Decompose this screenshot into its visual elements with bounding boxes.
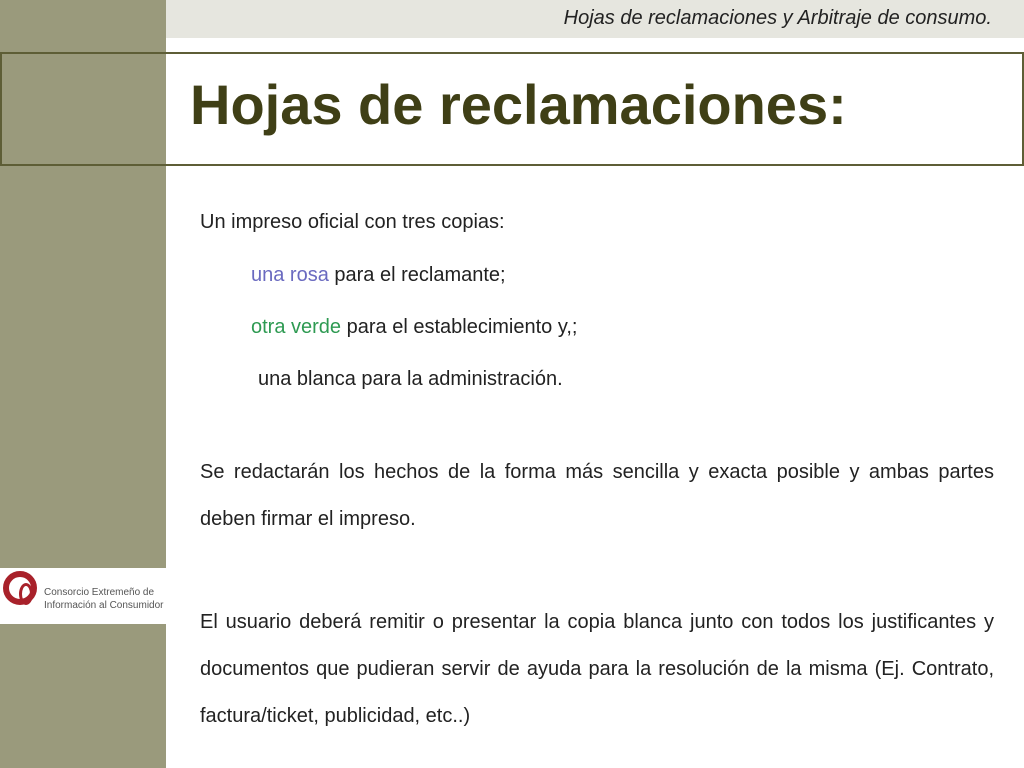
logo-line-2: Información al Consumidor <box>44 600 164 611</box>
copy-rosa-line <box>251 263 506 287</box>
consortium-logo <box>0 568 166 624</box>
logo-text <box>44 586 164 612</box>
paragraph-hechos: Se redactarán los hechos de la forma más sencilla y exacta posible y ambas partes deben firmar el impreso. <box>200 461 994 530</box>
copy-blanca-line: una blanca para la administración. <box>258 368 563 390</box>
header-strip <box>166 0 1024 38</box>
copy-verde-line <box>251 315 577 339</box>
paragraph-usuario: El usuario deberá remitir o presentar la copia blanca junto con todos los justificantes y documentos que pudieran servir de ayuda para la resolución de la misma (Ej. Contrato, factura/ticket, publicidad, etc..) <box>200 611 994 727</box>
copy-rosa-highlight: una rosa <box>251 264 329 286</box>
copy-verde-highlight: otra verde <box>251 316 342 338</box>
copy-verde-text: para el establecimiento y,; <box>341 316 578 338</box>
title-box <box>0 52 1024 166</box>
copy-rosa-text: para el reclamante; <box>328 264 506 286</box>
logo-line-1: Consorcio Extremeño de <box>44 587 155 598</box>
intro-text: Un impreso oficial con tres copias: <box>200 211 505 233</box>
header-subtitle: Hojas de reclamaciones y Arbitraje de consumo. <box>563 7 992 29</box>
slide-title: Hojas de reclamaciones: <box>190 73 847 136</box>
logo-emblem-icon <box>3 571 37 605</box>
title-box-sidebar <box>2 54 166 164</box>
